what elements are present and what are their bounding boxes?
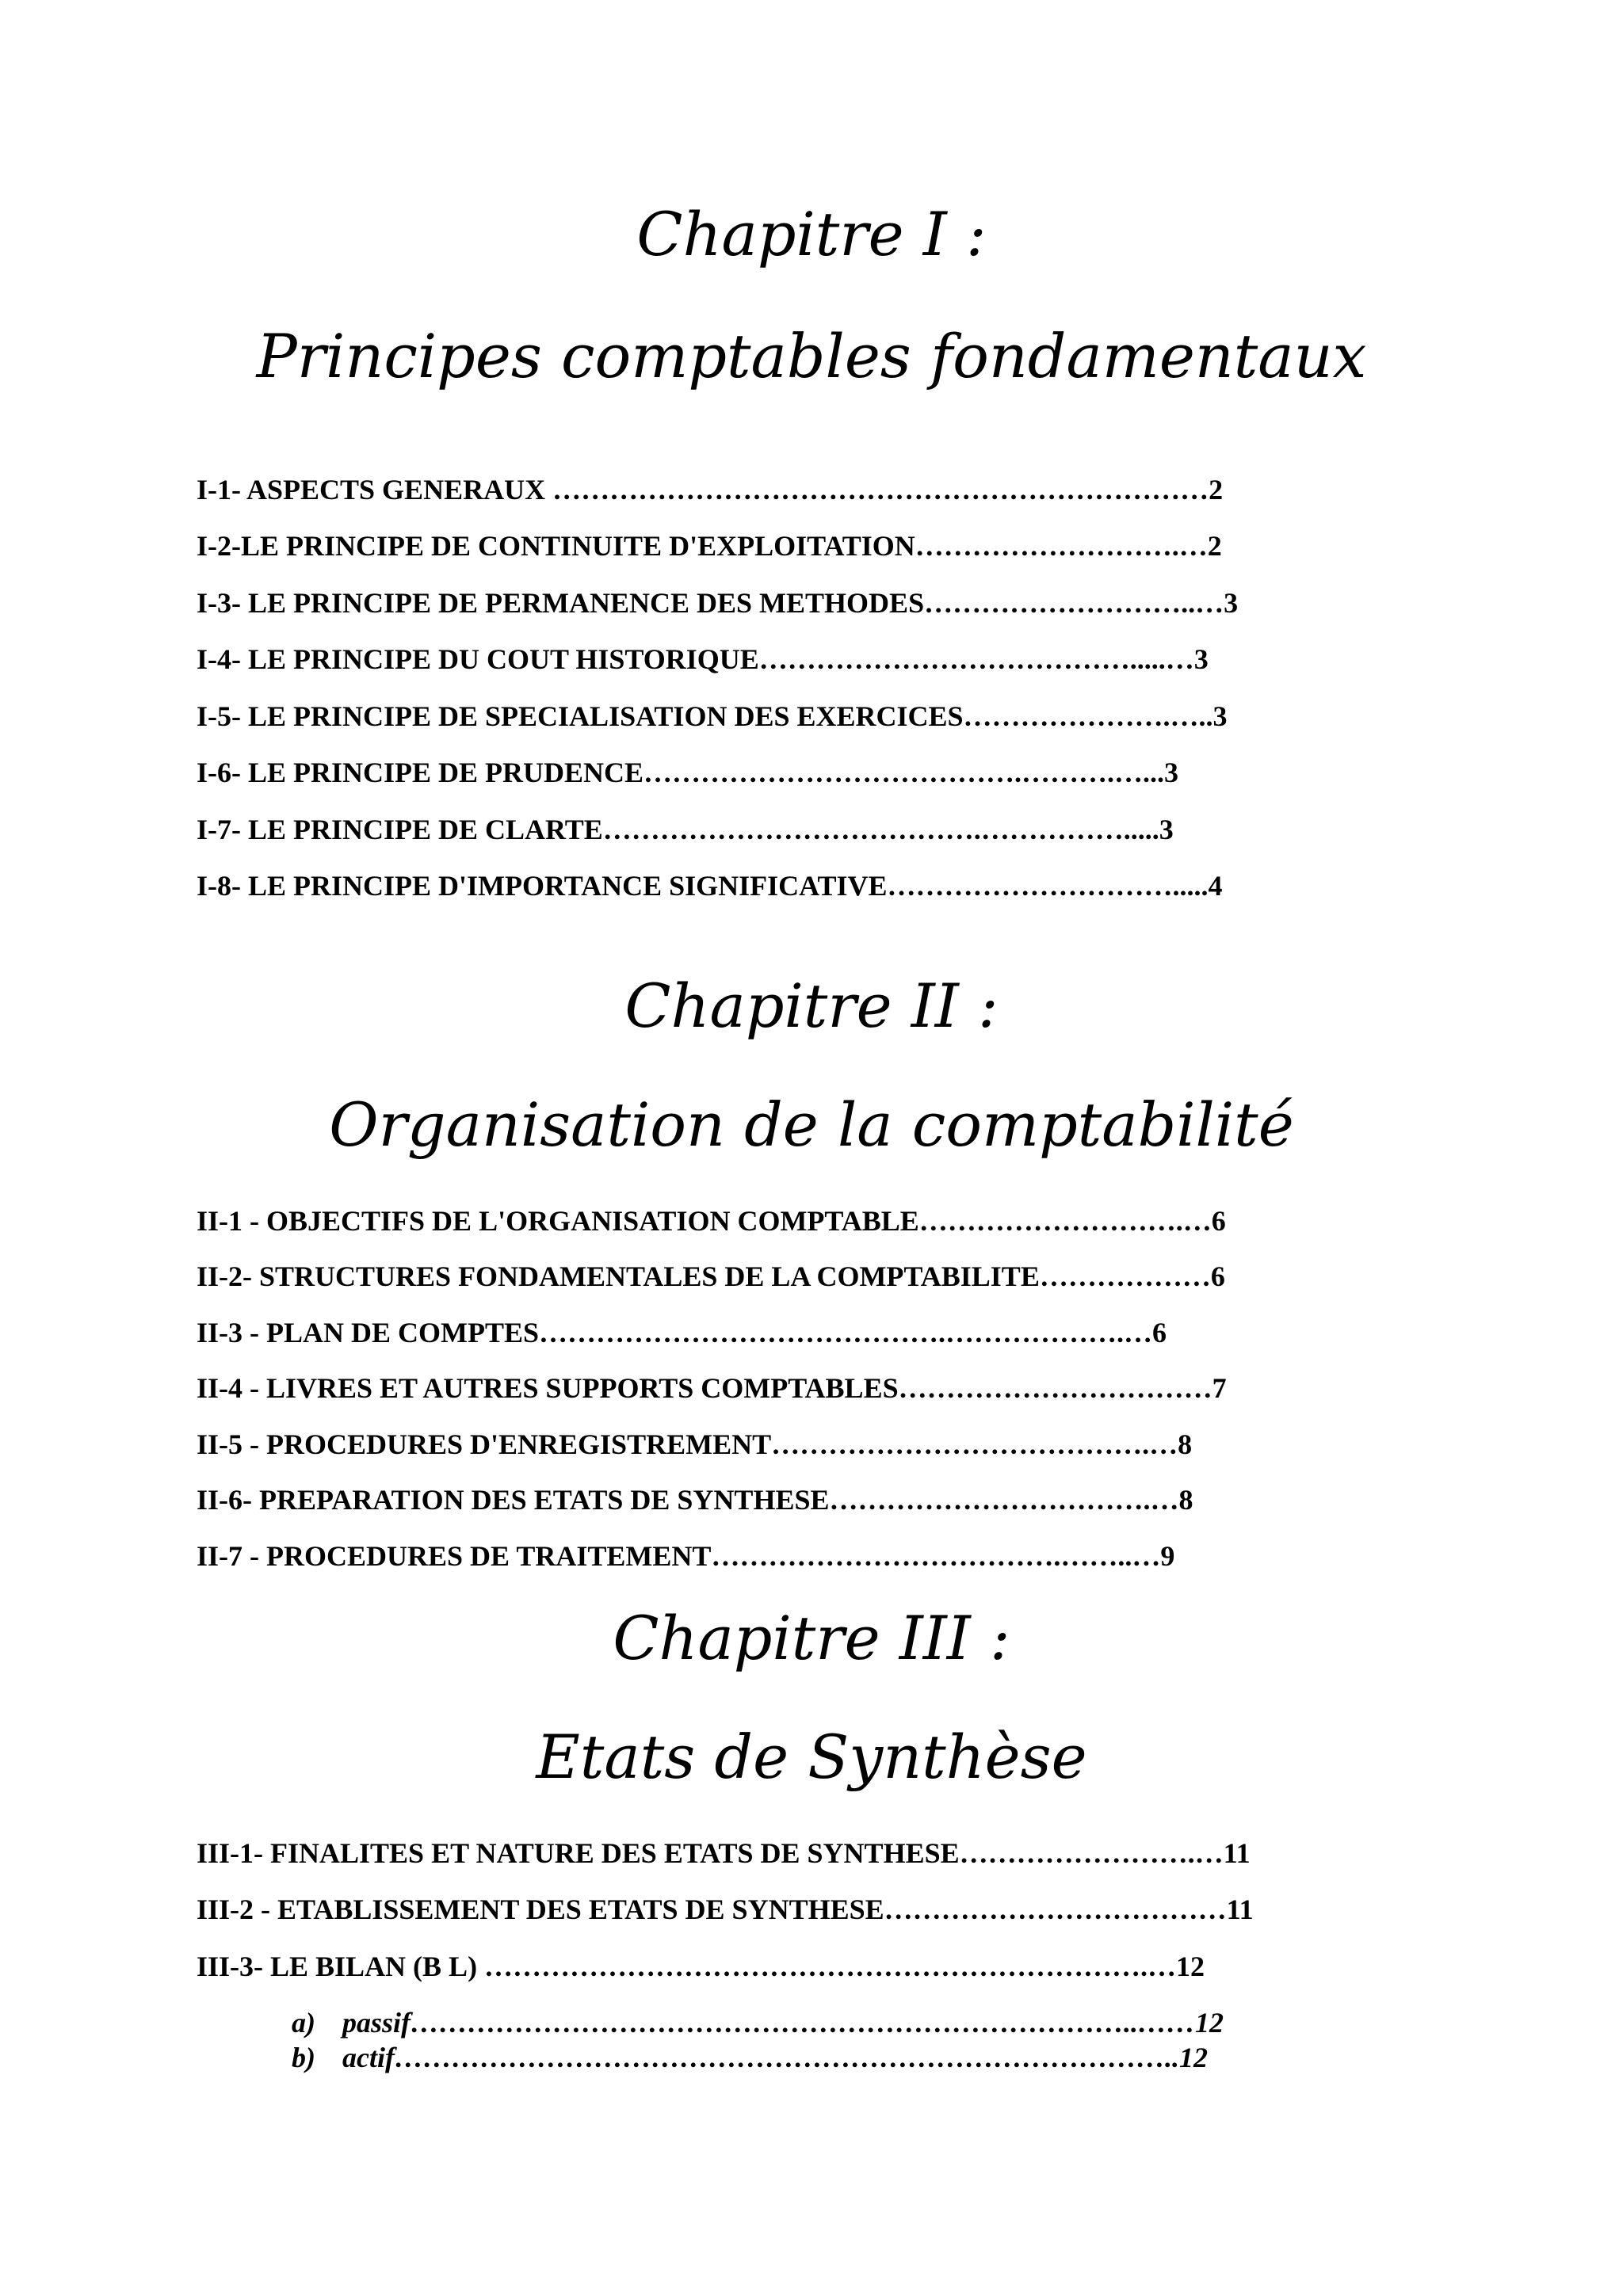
toc-sub-label: actif………………………………………………………………………..12	[342, 2042, 1208, 2073]
toc-entry-i-3[interactable]: I-3- LE PRINCIPE DE PERMANENCE DES METHODES………………………..…3	[197, 587, 1239, 619]
toc-entry-i-8[interactable]: I-8- LE PRINCIPE D'IMPORTANCE SIGNIFICATIVE………………………….....4	[197, 870, 1223, 902]
toc-entry-ii-6[interactable]: II-6- PREPARATION DES ETATS DE SYNTHESE…………………………….…8	[197, 1484, 1193, 1516]
toc-entry-iii-3[interactable]: III-3- LE BILAN (B L) …………………………………………………………….…12	[197, 1951, 1205, 1982]
chapter-3-subtitle: Etats de Synthèse	[536, 1722, 1087, 1792]
toc-entry-i-7[interactable]: I-7- LE PRINCIPE DE CLARTE………………………………….…………….....3	[197, 814, 1174, 845]
toc-entry-ii-5[interactable]: II-5 - PROCEDURES D'ENREGISTREMENT………………………………….…8	[197, 1428, 1193, 1460]
toc-sub-entry-passif[interactable]	[292, 2005, 1224, 2040]
toc-entry-i-4[interactable]: I-4- LE PRINCIPE DU COUT HISTORIQUE………………………………….....…3	[197, 643, 1209, 675]
chapter-1-subtitle: Principes comptables fondamentaux	[256, 321, 1367, 391]
toc-entry-i-6[interactable]: I-6- LE PRINCIPE DE PRUDENCE………………………………….……….…...3	[197, 757, 1179, 788]
toc-sub-entry-actif[interactable]	[292, 2040, 1208, 2075]
toc-entry-i-1[interactable]: I-1- ASPECTS GENERAUX ……………………………………………………………2	[197, 474, 1224, 505]
chapter-3-title: Chapitre III :	[613, 1603, 1010, 1673]
chapter-2-subtitle: Organisation de la comptabilité	[329, 1089, 1294, 1160]
toc-entry-ii-1[interactable]: II-1 - OBJECTIFS DE L'ORGANISATION COMPTABLE……………………….…6	[197, 1205, 1226, 1237]
toc-sub-marker: a)	[292, 2007, 315, 2039]
toc-entry-i-5[interactable]: I-5- LE PRINCIPE DE SPECIALISATION DES EXERCICES………………….…..3	[197, 700, 1228, 732]
toc-entry-ii-3[interactable]: II-3 - PLAN DE COMPTES…………………………………….……………….…6	[197, 1317, 1167, 1348]
toc-sub-marker: b)	[292, 2042, 315, 2073]
chapter-2-title: Chapitre II :	[624, 971, 999, 1041]
toc-entry-iii-2[interactable]: III-2 - ETABLISSEMENT DES ETATS DE SYNTHESE………………………………11	[197, 1894, 1254, 1925]
toc-entry-ii-4[interactable]: II-4 - LIVRES ET AUTRES SUPPORTS COMPTABLES……………………………7	[197, 1372, 1227, 1404]
toc-entry-i-2[interactable]: I-2-LE PRINCIPE DE CONTINUITE D'EXPLOITATION……………………….…2	[197, 530, 1222, 562]
toc-sub-label: passif…………………………………………………………………..……12	[342, 2007, 1224, 2039]
toc-entry-ii-7[interactable]: II-7 - PROCEDURES DE TRAITEMENT……………………………….……..…9	[197, 1540, 1175, 1572]
toc-entry-ii-2[interactable]: II-2- STRUCTURES FONDAMENTALES DE LA COMPTABILITE………………6	[197, 1261, 1225, 1292]
chapter-1-title: Chapitre I :	[636, 199, 987, 269]
toc-entry-iii-1[interactable]: III-1- FINALITES ET NATURE DES ETATS DE SYNTHESE…………………….…11	[197, 1837, 1251, 1869]
